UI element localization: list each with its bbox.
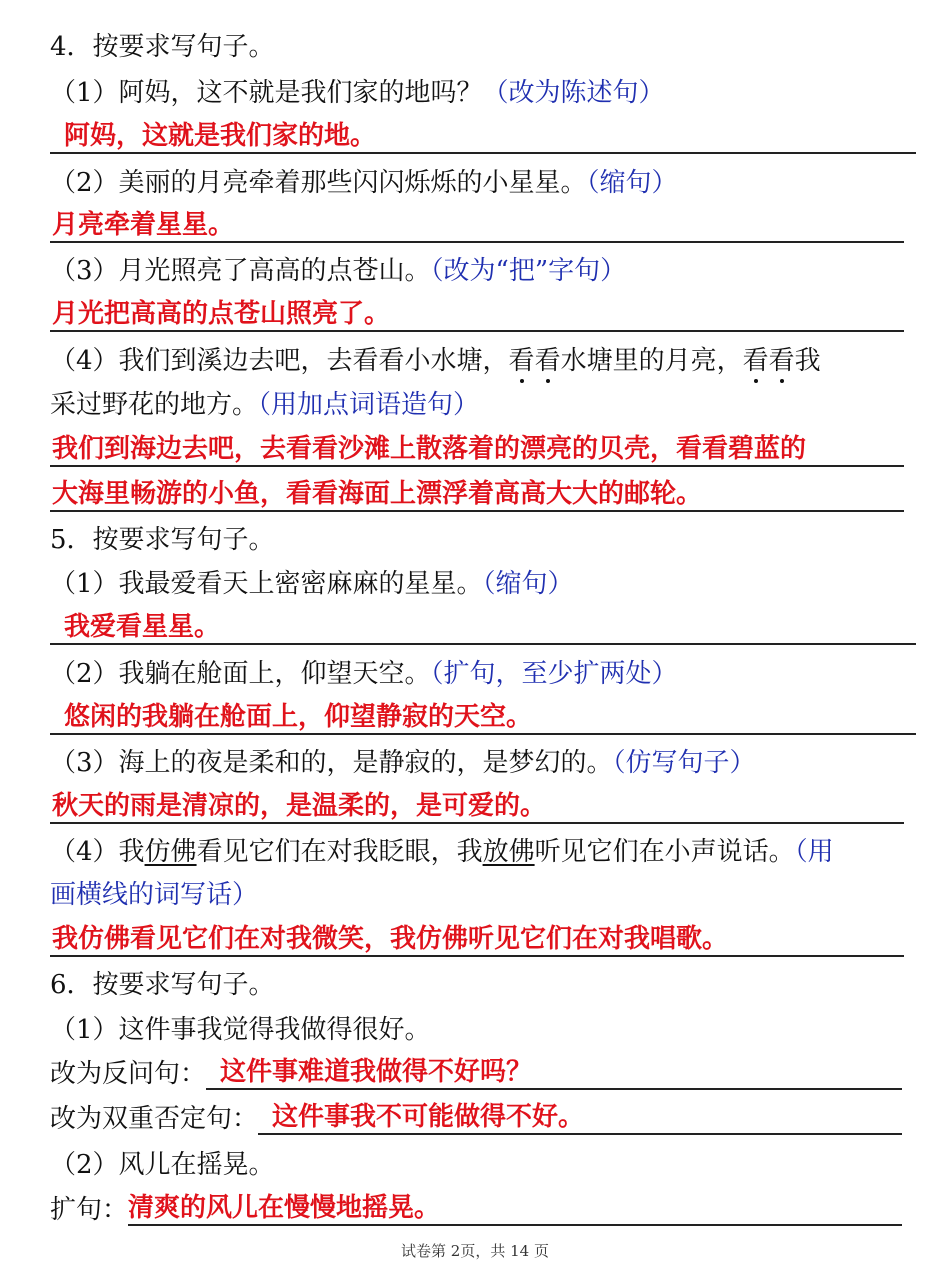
dotted-char: 看 bbox=[508, 346, 535, 376]
s6-q1-answer-b: 这件事我不可能做得不好。 bbox=[258, 1101, 902, 1135]
s5-q4-part-a: （4）我 bbox=[50, 837, 145, 867]
s4-q3-answer: 月光把高高的点苍山照亮了。 bbox=[50, 298, 904, 332]
s6-q2-answer: 清爽的风儿在慢慢地摇晃。 bbox=[128, 1192, 902, 1226]
s5-q1-hint: （缩句） bbox=[482, 569, 574, 599]
s4-q3-hint: （改为“把”字句） bbox=[430, 256, 627, 286]
underlined-word: 放佛 bbox=[482, 837, 535, 867]
s4-q3-text: （3）月光照亮了高高的点苍山。 bbox=[50, 256, 431, 286]
s5-q3-hint: （仿写句子） bbox=[612, 748, 756, 778]
s4-q2 bbox=[50, 168, 902, 198]
s4-q4-line1 bbox=[50, 346, 902, 376]
s6-q1-double-negative-row bbox=[50, 1101, 902, 1135]
dotted-char: 看 bbox=[534, 346, 561, 376]
s5-q2-hint: （扩句，至少扩两处） bbox=[430, 659, 678, 689]
s5-q4-hint-start: （用 bbox=[794, 837, 834, 867]
s5-q3 bbox=[50, 748, 902, 778]
s5-q2-answer: 悠闲的我躺在舱面上，仰望静寂的天空。 bbox=[50, 701, 916, 735]
s4-q4-answer-line1: 我们到海边去吧，去看看沙滩上散落着的漂亮的贝壳，看看碧蓝的 bbox=[50, 433, 904, 467]
s4-q2-hint: （缩句） bbox=[586, 168, 678, 198]
s4-q4-hint: （用加点词语造句） bbox=[258, 390, 480, 420]
s6-q2-text: （2）风儿在摇晃。 bbox=[50, 1150, 275, 1180]
s5-q3-answer: 秋天的雨是清凉的，是温柔的，是可爱的。 bbox=[50, 790, 904, 824]
section-6-heading: 6．按要求写句子。 bbox=[50, 970, 275, 1000]
s5-q4-answer: 我仿佛看见它们在对我微笑，我仿佛听见它们在对我唱歌。 bbox=[50, 923, 904, 957]
s5-q1 bbox=[50, 569, 902, 599]
s5-q3-text: （3）海上的夜是柔和的，是静寂的，是梦幻的。 bbox=[50, 748, 613, 778]
s6-q2-expand-row bbox=[50, 1192, 902, 1226]
s4-q4-part3: 我 bbox=[794, 346, 821, 376]
s6-q1-answer-a: 这件事难道我做得不好吗？ bbox=[206, 1056, 902, 1090]
s4-q4-part2: 水塘里的月亮， bbox=[560, 346, 743, 376]
s5-q2 bbox=[50, 659, 902, 689]
s6-q1-label-b: 改为双重否定句： bbox=[50, 1104, 259, 1134]
s4-q1-text: （1）阿妈，这不就是我们家的地吗？ bbox=[50, 78, 483, 108]
section-5-heading: 5．按要求写句子。 bbox=[50, 525, 275, 555]
s4-q1-hint: （改为陈述句） bbox=[482, 78, 665, 108]
s4-q4-line2 bbox=[50, 390, 902, 420]
section-4-heading: 4．按要求写句子。 bbox=[50, 32, 275, 62]
underlined-word: 仿佛 bbox=[144, 837, 197, 867]
s5-q1-answer: 我爱看星星。 bbox=[50, 611, 916, 645]
s4-q4-answer-line2: 大海里畅游的小鱼，看看海面上漂浮着高高大大的邮轮。 bbox=[50, 478, 904, 512]
s4-q2-answer: 月亮牵着星星。 bbox=[50, 209, 904, 243]
dotted-char: 看 bbox=[742, 346, 769, 376]
page-footer: 试卷第 2页，共 14 页 bbox=[401, 1242, 549, 1260]
s4-q2-text: （2）美丽的月亮牵着那些闪闪烁烁的小星星。 bbox=[50, 168, 587, 198]
s5-q4-line1 bbox=[50, 837, 902, 867]
s6-q2-label: 扩句： bbox=[50, 1195, 129, 1225]
s4-q1-answer: 阿妈，这就是我们家的地。 bbox=[50, 120, 916, 154]
dotted-char: 看 bbox=[768, 346, 795, 376]
s5-q1-text: （1）我最爱看天上密密麻麻的星星。 bbox=[50, 569, 483, 599]
s6-q1-text: （1）这件事我觉得我做得很好。 bbox=[50, 1015, 431, 1045]
s5-q2-text: （2）我躺在舱面上，仰望天空。 bbox=[50, 659, 431, 689]
s4-q3 bbox=[50, 256, 902, 286]
s4-q4-line2-text: 采过野花的地方。 bbox=[50, 390, 259, 420]
s6-q1-label-a: 改为反问句： bbox=[50, 1059, 207, 1089]
s6-q1-rhetorical-row bbox=[50, 1056, 902, 1090]
s5-q4-part-c: 听见它们在小声说话。 bbox=[534, 837, 795, 867]
s5-q4-part-b: 看见它们在对我眨眼，我 bbox=[196, 837, 483, 867]
s4-q4-part1: （4）我们到溪边去吧，去看看小水塘， bbox=[50, 346, 509, 376]
s5-q4-hint-end: 画横线的词写话） bbox=[50, 880, 259, 910]
s4-q1 bbox=[50, 78, 902, 108]
